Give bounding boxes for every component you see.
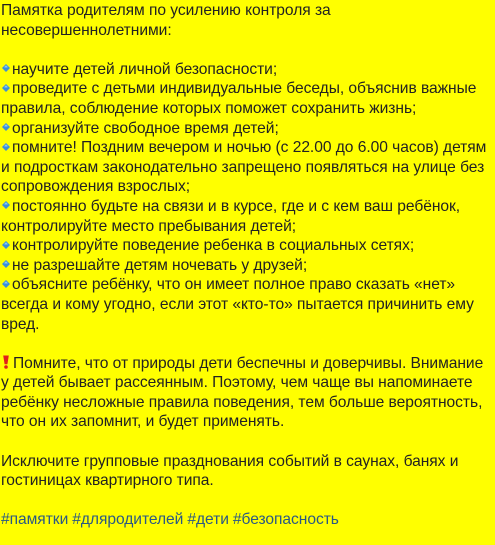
list-item (1, 79, 493, 118)
hashtags (1, 510, 493, 530)
list-item-text: контролируйте поведение ребенка в социальных сетях; (12, 237, 415, 255)
closing-paragraph: Исключите групповые празднования событий в саунах, банях и гостиницах квартирного типа. (1, 452, 459, 490)
list-item (1, 197, 493, 236)
small-blue-diamond-icon (2, 123, 10, 131)
post-body (1, 1, 493, 530)
list-item-text: постоянно будьте на связи и в курсе, где и с кем ваш ребёнок, контролируйте место пребывания детей; (1, 197, 461, 235)
list-item-text: научите детей личной безопасности; (12, 60, 278, 78)
list-item (1, 138, 493, 197)
small-blue-diamond-icon (2, 143, 10, 151)
small-blue-diamond-icon (2, 64, 10, 72)
advice-list (1, 60, 493, 334)
small-blue-diamond-icon (2, 241, 10, 249)
list-item (1, 275, 493, 334)
small-blue-diamond-icon (2, 201, 10, 209)
list-item (1, 119, 493, 139)
spacer (1, 491, 493, 511)
small-blue-diamond-icon (2, 280, 10, 288)
list-item-text: организуйте свободное время детей; (12, 119, 279, 137)
list-item-text: не разрешайте детям ночевать у друзей; (12, 256, 308, 274)
small-blue-diamond-icon (2, 84, 10, 92)
list-item (1, 60, 493, 80)
small-blue-diamond-icon (2, 260, 10, 268)
spacer (1, 40, 493, 60)
list-item (1, 256, 493, 276)
hashtag-link[interactable]: #памятки (1, 511, 69, 529)
spacer (1, 432, 493, 452)
hashtag-link[interactable]: #дети (187, 511, 229, 529)
spacer (1, 334, 493, 354)
warning-paragraph (1, 354, 493, 432)
list-item-text: помните! Поздним вечером и ночью (с 22.00 до 6.00 часов) детям и подросткам законодательно запрещено появляться на улице без сопровождения взрослых; (1, 139, 487, 196)
list-item-text: проведите с детьми индивидуальные беседы, объяснив важные правила, соблюдение которых поможет сохранить жизнь; (1, 80, 477, 117)
hashtag-link[interactable]: #дляродителей (72, 511, 184, 529)
hashtag-link[interactable]: #безопасность (232, 511, 339, 529)
red-exclamation-icon (1, 355, 11, 369)
list-item-text: объясните ребёнку, что он имеет полное право сказать «нет» всегда и кому угодно, если этот «кто-то» пытается причинить ему вред. (1, 276, 474, 333)
post-header: Памятка родителям по усилению контроля за несовершеннолетними: (1, 2, 331, 39)
warning-text: Помните, что от природы дети беспечны и доверчивы. Внимание у детей бывает рассеянным. Поэтому, чем чаще вы напоминаете ребёнку несложные правила поведения, тем больше вероятность, что он их запомнит, и будет применять. (1, 354, 484, 431)
list-item (1, 236, 493, 256)
